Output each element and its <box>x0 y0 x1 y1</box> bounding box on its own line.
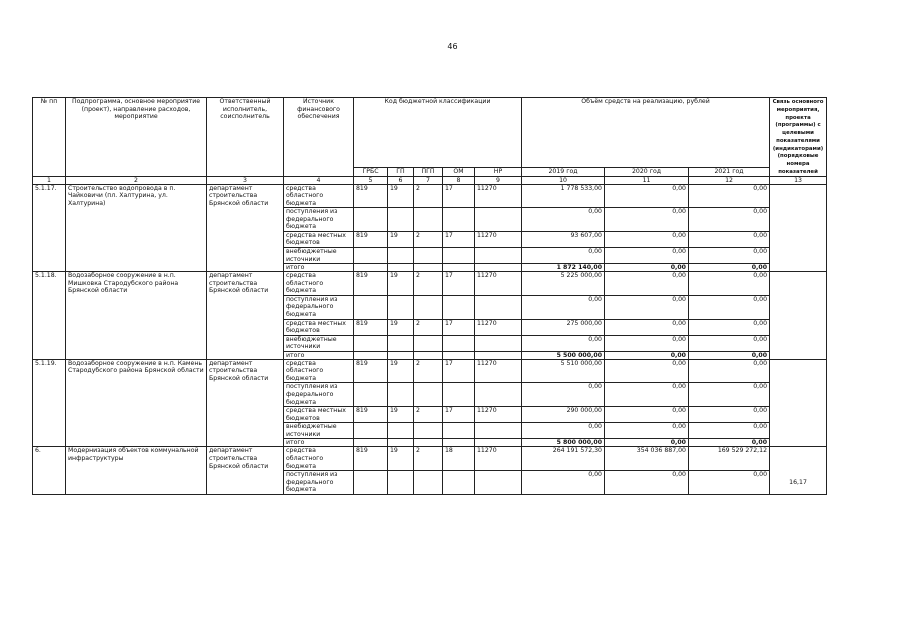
header-amount: Объём средств на реализацию, рублей <box>522 98 770 168</box>
amount-2019: 0,00 <box>522 335 605 351</box>
amount-2019: 0,00 <box>522 383 605 407</box>
code-grbs: 819 <box>354 272 388 296</box>
amount-2020: 0,00 <box>605 272 689 296</box>
code-pgp: 2 <box>414 407 443 423</box>
code-pgp <box>414 295 443 319</box>
amount-2019: 275 000,00 <box>522 319 605 335</box>
code-om <box>443 248 475 264</box>
code-nr <box>475 208 522 232</box>
code-om <box>443 423 475 439</box>
source-regional: средства областного бюджета <box>284 272 354 296</box>
amount-2020: 0,00 <box>605 351 689 359</box>
code-gp <box>388 295 414 319</box>
code-gp <box>388 383 414 407</box>
item-executor: департамент строительства Брянской области <box>207 359 284 447</box>
amount-2020: 354 036 887,00 <box>605 447 689 471</box>
code-pgp: 2 <box>414 184 443 208</box>
code-nr: 11270 <box>475 231 522 247</box>
code-pgp <box>414 248 443 264</box>
code-pgp <box>414 423 443 439</box>
header-pgp: ПГП <box>414 167 443 176</box>
amount-2020: 0,00 <box>605 383 689 407</box>
amount-2020: 0,00 <box>605 407 689 423</box>
indicator-link: 16,17 <box>770 447 827 494</box>
code-om <box>443 335 475 351</box>
code-pgp <box>414 439 443 447</box>
column-number: 2 <box>66 176 207 184</box>
code-grbs <box>354 351 388 359</box>
amount-2021: 0,00 <box>689 295 770 319</box>
source-extra: внебюджетные источники <box>284 423 354 439</box>
code-gp <box>388 208 414 232</box>
amount-2019: 1 872 140,00 <box>522 264 605 272</box>
amount-2019: 0,00 <box>522 423 605 439</box>
code-nr: 11270 <box>475 447 522 471</box>
amount-2019: 0,00 <box>522 248 605 264</box>
table-row <box>33 272 827 296</box>
item-name: Водозаборное сооружение в н.п. Камень Стародубского района Брянской области <box>66 359 207 447</box>
amount-2021: 0,00 <box>689 359 770 383</box>
code-gp <box>388 248 414 264</box>
header-year-2021: 2021 год <box>689 167 770 176</box>
amount-2020: 0,00 <box>605 423 689 439</box>
code-nr <box>475 439 522 447</box>
source-extra: внебюджетные источники <box>284 248 354 264</box>
code-gp <box>388 351 414 359</box>
header-om: ОМ <box>443 167 475 176</box>
header-year-2019: 2019 год <box>522 167 605 176</box>
column-number: 12 <box>689 176 770 184</box>
amount-2020: 0,00 <box>605 319 689 335</box>
source-federal: поступления из федерального бюджета <box>284 295 354 319</box>
code-grbs <box>354 335 388 351</box>
column-number: 4 <box>284 176 354 184</box>
code-nr: 11270 <box>475 319 522 335</box>
source-regional: средства областного бюджета <box>284 447 354 471</box>
item-name: Водозаборное сооружение в н.п. Мишковка Стародубского района Брянской области <box>66 272 207 360</box>
item-executor: департамент строительства Брянской области <box>207 184 284 272</box>
indicator-link <box>770 272 827 360</box>
amount-2020: 0,00 <box>605 208 689 232</box>
code-grbs: 819 <box>354 319 388 335</box>
code-grbs <box>354 208 388 232</box>
code-nr <box>475 383 522 407</box>
source-extra: внебюджетные источники <box>284 335 354 351</box>
header-budget-code: Код бюджетной классификации <box>354 98 522 168</box>
code-grbs: 819 <box>354 184 388 208</box>
code-gp: 19 <box>388 447 414 471</box>
code-om: 17 <box>443 184 475 208</box>
amount-2019: 5 225 000,00 <box>522 272 605 296</box>
header-year-2020: 2020 год <box>605 167 689 176</box>
amount-2020: 0,00 <box>605 295 689 319</box>
column-number: 5 <box>354 176 388 184</box>
code-grbs <box>354 423 388 439</box>
amount-2019: 1 778 533,00 <box>522 184 605 208</box>
source-regional: средства областного бюджета <box>284 359 354 383</box>
code-grbs: 819 <box>354 359 388 383</box>
code-gp: 19 <box>388 407 414 423</box>
source-total: итого <box>284 439 354 447</box>
amount-2020: 0,00 <box>605 264 689 272</box>
source-federal: поступления из федерального бюджета <box>284 208 354 232</box>
code-nr: 11270 <box>475 359 522 383</box>
header-executor: Ответственный исполнитель, соисполнитель <box>207 98 284 177</box>
code-nr <box>475 295 522 319</box>
code-pgp <box>414 351 443 359</box>
code-grbs: 819 <box>354 447 388 471</box>
budget-table <box>32 97 827 495</box>
code-om <box>443 439 475 447</box>
code-om: 17 <box>443 407 475 423</box>
code-om <box>443 471 475 495</box>
item-executor: департамент строительства Брянской области <box>207 447 284 494</box>
amount-2021: 0,00 <box>689 272 770 296</box>
code-pgp: 2 <box>414 319 443 335</box>
code-om: 17 <box>443 231 475 247</box>
amount-2021: 169 529 272,12 <box>689 447 770 471</box>
amount-2019: 0,00 <box>522 295 605 319</box>
amount-2021: 0,00 <box>689 407 770 423</box>
code-nr: 11270 <box>475 272 522 296</box>
amount-2021: 0,00 <box>689 423 770 439</box>
amount-2020: 0,00 <box>605 248 689 264</box>
column-number: 10 <box>522 176 605 184</box>
code-gp <box>388 423 414 439</box>
table-row <box>33 447 827 471</box>
header-source: Источник финансового обеспечения <box>284 98 354 177</box>
code-pgp <box>414 264 443 272</box>
code-nr <box>475 248 522 264</box>
column-number: 8 <box>443 176 475 184</box>
code-gp: 19 <box>388 231 414 247</box>
amount-2019: 5 510 000,00 <box>522 359 605 383</box>
code-gp: 19 <box>388 319 414 335</box>
source-local: средства местных бюджетов <box>284 231 354 247</box>
code-grbs <box>354 383 388 407</box>
amount-2019: 93 607,00 <box>522 231 605 247</box>
code-om: 17 <box>443 319 475 335</box>
code-om: 17 <box>443 272 475 296</box>
code-pgp <box>414 383 443 407</box>
amount-2021: 0,00 <box>689 335 770 351</box>
code-nr <box>475 264 522 272</box>
amount-2019: 0,00 <box>522 471 605 495</box>
header-gp: ГП <box>388 167 414 176</box>
code-nr: 11270 <box>475 407 522 423</box>
amount-2019: 264 191 572,30 <box>522 447 605 471</box>
column-number: 7 <box>414 176 443 184</box>
code-grbs <box>354 264 388 272</box>
indicator-link <box>770 184 827 272</box>
item-executor: департамент строительства Брянской области <box>207 272 284 360</box>
item-name: Модернизация объектов коммунальной инфраструктуры <box>66 447 207 494</box>
header-link <box>770 98 827 177</box>
code-nr <box>475 423 522 439</box>
indicator-link <box>770 359 827 447</box>
code-grbs: 819 <box>354 407 388 423</box>
code-pgp: 2 <box>414 272 443 296</box>
code-grbs: 819 <box>354 231 388 247</box>
code-gp: 19 <box>388 272 414 296</box>
amount-2021: 0,00 <box>689 208 770 232</box>
code-nr <box>475 351 522 359</box>
code-grbs <box>354 295 388 319</box>
amount-2019: 5 500 000,00 <box>522 351 605 359</box>
column-number: 11 <box>605 176 689 184</box>
column-number: 9 <box>475 176 522 184</box>
amount-2020: 0,00 <box>605 439 689 447</box>
code-grbs <box>354 471 388 495</box>
code-nr <box>475 335 522 351</box>
column-number: 3 <box>207 176 284 184</box>
item-number: 6. <box>33 447 66 494</box>
amount-2020: 0,00 <box>605 359 689 383</box>
amount-2020: 0,00 <box>605 335 689 351</box>
column-numbers-row <box>33 176 827 184</box>
column-number: 6 <box>388 176 414 184</box>
amount-2021: 0,00 <box>689 383 770 407</box>
code-grbs <box>354 248 388 264</box>
code-om: 17 <box>443 359 475 383</box>
code-pgp: 2 <box>414 447 443 471</box>
table-row <box>33 359 827 383</box>
source-local: средства местных бюджетов <box>284 319 354 335</box>
column-number: 1 <box>33 176 66 184</box>
source-total: итого <box>284 351 354 359</box>
code-pgp <box>414 471 443 495</box>
code-gp <box>388 471 414 495</box>
amount-2019: 0,00 <box>522 208 605 232</box>
column-number: 13 <box>770 176 827 184</box>
code-nr: 11270 <box>475 184 522 208</box>
header-nr: НР <box>475 167 522 176</box>
code-om: 18 <box>443 447 475 471</box>
code-om <box>443 351 475 359</box>
code-gp <box>388 335 414 351</box>
header-grbs: ГРБС <box>354 167 388 176</box>
source-total: итого <box>284 264 354 272</box>
amount-2021: 0,00 <box>689 439 770 447</box>
code-om <box>443 264 475 272</box>
amount-2020: 0,00 <box>605 231 689 247</box>
page-number: 46 <box>447 42 458 51</box>
item-number: 5.1.18. <box>33 272 66 360</box>
amount-2020: 0,00 <box>605 471 689 495</box>
amount-2021: 0,00 <box>689 319 770 335</box>
code-om <box>443 208 475 232</box>
code-pgp: 2 <box>414 231 443 247</box>
item-name: Строительство водопровода в п. Чайковичи (пл. Халтурина, ул. Халтурина) <box>66 184 207 272</box>
code-gp: 19 <box>388 359 414 383</box>
source-regional: средства областного бюджета <box>284 184 354 208</box>
source-federal: поступления из федерального бюджета <box>284 471 354 495</box>
code-gp <box>388 439 414 447</box>
code-om <box>443 295 475 319</box>
amount-2021: 0,00 <box>689 248 770 264</box>
table-row <box>33 184 827 208</box>
code-pgp <box>414 208 443 232</box>
header-subprogram: Подпрограмма, основное мероприятие (проект), направление расходов, мероприятие <box>66 98 207 177</box>
item-number: 5.1.17. <box>33 184 66 272</box>
amount-2021: 0,00 <box>689 184 770 208</box>
source-federal: поступления из федерального бюджета <box>284 383 354 407</box>
amount-2021: 0,00 <box>689 264 770 272</box>
header-link-text: Связь основного мероприятия, проекта (программы) с целевыми показателями (индикаторами) (порядковые номера показателей <box>772 99 824 175</box>
amount-2019: 5 800 000,00 <box>522 439 605 447</box>
item-number: 5.1.19. <box>33 359 66 447</box>
amount-2019: 290 000,00 <box>522 407 605 423</box>
code-nr <box>475 471 522 495</box>
amount-2021: 0,00 <box>689 231 770 247</box>
amount-2020: 0,00 <box>605 184 689 208</box>
code-gp <box>388 264 414 272</box>
amount-2021: 0,00 <box>689 351 770 359</box>
code-grbs <box>354 439 388 447</box>
amount-2021: 0,00 <box>689 471 770 495</box>
code-om <box>443 383 475 407</box>
code-gp: 19 <box>388 184 414 208</box>
code-pgp: 2 <box>414 359 443 383</box>
header-no: № пп <box>33 98 66 177</box>
code-pgp <box>414 335 443 351</box>
source-local: средства местных бюджетов <box>284 407 354 423</box>
